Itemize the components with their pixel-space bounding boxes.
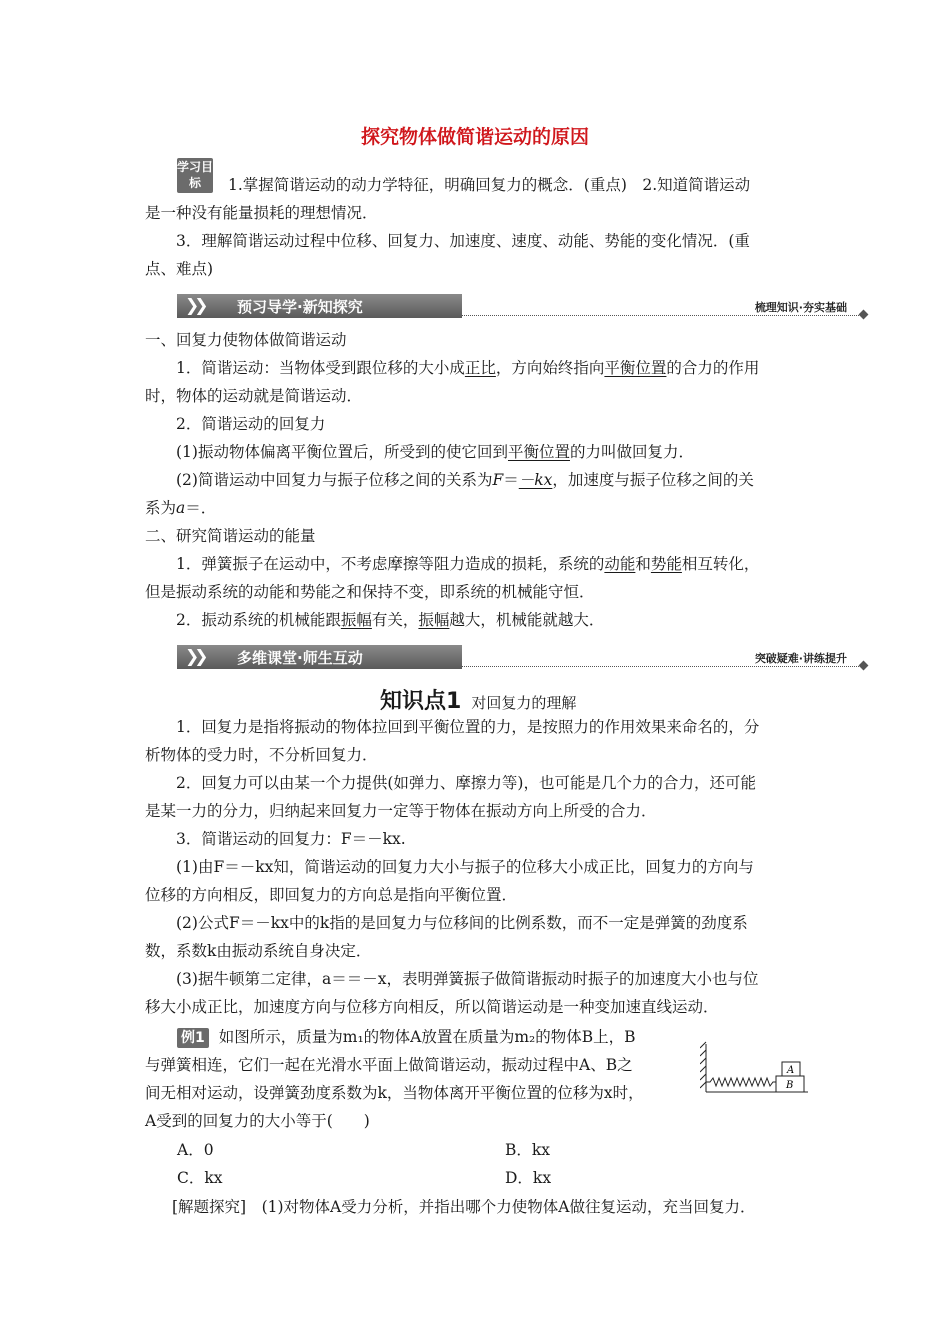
body-para-2-cont: 是某一力的分力，归纳起来回复力一定等于物体在振动方向上所受的合力． bbox=[145, 802, 657, 820]
diamond-icon bbox=[859, 310, 869, 320]
preview-para-2: 2．简谐运动的回复力 bbox=[176, 415, 326, 433]
banner-title: 多维课堂·师生互动 bbox=[237, 649, 363, 667]
body-para-6-cont: 移大小成正比，加速度方向与位移方向相反，所以简谐运动是一种变加速直线运动． bbox=[145, 998, 719, 1016]
preview-para-6: 2．振动系统的机械能跟振幅有关，振幅越大，机械能就越大． bbox=[176, 611, 605, 629]
banner-subtitle: 梳理知识·夯实基础 bbox=[754, 301, 847, 314]
example-badge: 例1 bbox=[177, 1028, 209, 1048]
knowledge-point-title: 对回复力的理解 bbox=[471, 694, 577, 712]
preview-para-5-cont: 但是振动系统的动能和势能之和保持不变，即系统的机械能守恒． bbox=[145, 583, 595, 601]
goal-line-4: 点、难点) bbox=[145, 260, 214, 278]
section-banner-preview bbox=[177, 294, 867, 318]
section-banner-classroom bbox=[177, 645, 867, 669]
chevron-right-icon: ❯❯ bbox=[185, 647, 204, 667]
body-para-4: (1)由F＝－kx知，简谐运动的回复力大小与振子的位移大小成正比，回复力的方向与 bbox=[176, 858, 754, 876]
goal-line-1: 1.掌握简谐运动的动力学特征，明确回复力的概念．(重点) 2.知道简谐运动 bbox=[228, 176, 751, 194]
banner-title: 预习导学·新知探究 bbox=[237, 298, 363, 316]
preview-para-3: (1)振动物体偏离平衡位置后，所受到的使它回到平衡位置的力叫做回复力． bbox=[176, 443, 694, 461]
example-line-2: 与弹簧相连，它们一起在光滑水平面上做简谐运动，振动过程中A、B之 bbox=[145, 1056, 633, 1074]
page-title: 探究物体做简谐运动的原因 bbox=[360, 126, 589, 148]
preview-para-5: 1．弹簧振子在运动中，不考虑摩擦等阻力造成的损耗，系统的动能和势能相互转化， bbox=[176, 555, 760, 573]
section-heading-2: 二、研究简谐运动的能量 bbox=[145, 527, 316, 545]
solution-explore: [解题探究] (1)对物体A受力分析，并指出哪个力使物体A做往复运动，充当回复力． bbox=[172, 1198, 756, 1216]
body-para-6: (3)据牛顿第二定律，a＝＝－x，表明弹簧振子做简谐振动时振子的加速度大小也与位 bbox=[176, 970, 759, 988]
knowledge-point-heading bbox=[380, 684, 576, 715]
preview-para-4-cont: 系为a＝． bbox=[145, 499, 217, 517]
body-para-1-cont: 析物体的受力时，不分析回复力． bbox=[145, 746, 378, 764]
example-line-1: 例1 如图所示，质量为m₁的物体A放置在质量为m₂的物体B上，B bbox=[177, 1024, 687, 1052]
option-d: D．kx bbox=[505, 1169, 552, 1187]
section-heading-1: 一、回复力使物体做简谐运动 bbox=[145, 331, 347, 349]
spring-block-figure bbox=[700, 1040, 810, 1104]
block-b-label: B bbox=[786, 1080, 794, 1091]
example-line-3: 间无相对运动，设弹簧劲度系数为k，当物体离开平衡位置的位移为x时， bbox=[145, 1084, 644, 1102]
body-para-1: 1．回复力是指将振动的物体拉回到平衡位置的力，是按照力的作用效果来命名的，分 bbox=[176, 718, 760, 736]
learning-goals-badge: 学习目标 bbox=[177, 158, 213, 193]
body-para-5: (2)公式F＝－kx中的k指的是回复力与位移间的比例系数，而不一定是弹簧的劲度系 bbox=[176, 914, 748, 932]
preview-para-1: 1．简谐运动：当物体受到跟位移的大小成正比，方向始终指向平衡位置的合力的作用 bbox=[176, 359, 760, 377]
option-a: A．0 bbox=[177, 1141, 214, 1159]
goal-line-2: 是一种没有能量损耗的理想情况． bbox=[145, 204, 378, 222]
example-line-4: A受到的回复力的大小等于( ) bbox=[145, 1112, 370, 1130]
body-para-3: 3．简谐运动的回复力：F＝－kx. bbox=[176, 830, 406, 848]
spring-icon bbox=[706, 1078, 776, 1086]
diamond-icon bbox=[859, 661, 869, 671]
block-a-label: A bbox=[787, 1065, 795, 1076]
preview-para-1-cont: 时，物体的运动就是简谐运动． bbox=[145, 387, 363, 405]
dotted-divider bbox=[462, 315, 861, 316]
goal-line-3: 3．理解简谐运动过程中位移、回复力、加速度、速度、动能、势能的变化情况．(重 bbox=[176, 232, 750, 250]
knowledge-point-number: 知识点1 bbox=[380, 689, 462, 714]
body-para-4-cont: 位移的方向相反，即回复力的方向总是指向平衡位置． bbox=[145, 886, 518, 904]
dotted-divider bbox=[462, 666, 861, 667]
body-para-2: 2．回复力可以由某一个力提供(如弹力、摩擦力等)，也可能是几个力的合力，还可能 bbox=[176, 774, 756, 792]
banner-subtitle: 突破疑难·讲练提升 bbox=[754, 652, 847, 665]
preview-para-4: (2)简谐运动中回复力与振子位移之间的关系为F＝－kx，加速度与振子位移之间的关 bbox=[176, 471, 754, 489]
chevron-right-icon: ❯❯ bbox=[185, 296, 204, 316]
option-b: B．kx bbox=[505, 1141, 551, 1159]
body-para-5-cont: 数，系数k由振动系统自身决定． bbox=[145, 942, 372, 960]
option-c: C．kx bbox=[177, 1169, 223, 1187]
